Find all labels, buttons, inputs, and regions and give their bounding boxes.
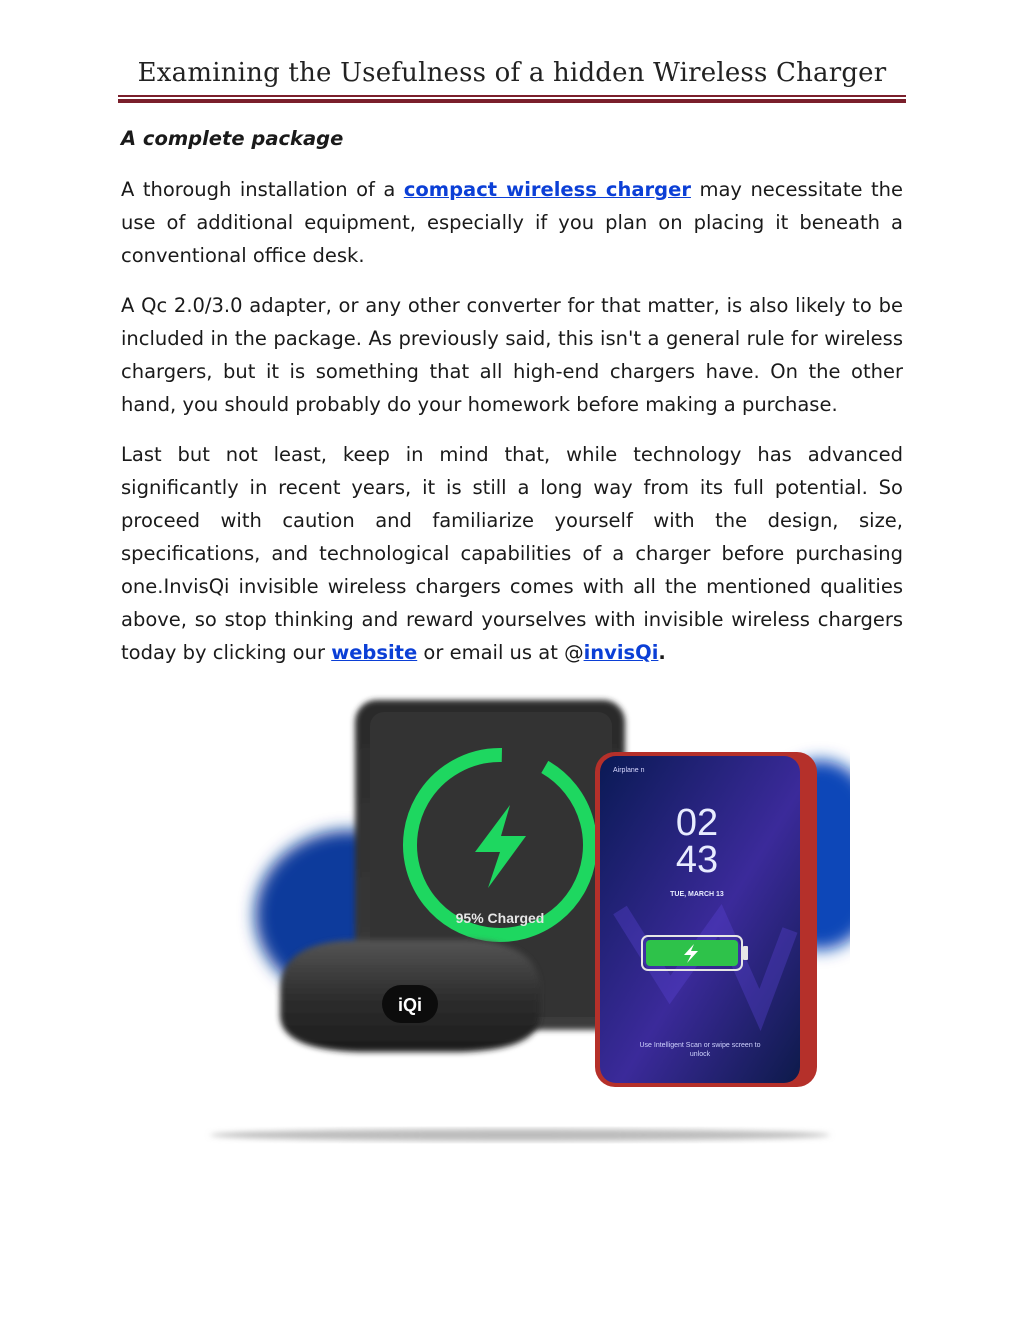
section-heading: A complete package: [121, 127, 344, 150]
product-image: [200, 690, 850, 1160]
floor-shadow: [210, 1129, 830, 1141]
charged-label: 95% Charged: [455, 910, 545, 926]
phone-status-text: Airplane n: [613, 767, 645, 774]
p3-text-end: .: [658, 641, 666, 664]
page-title: Examining the Usefulness of a hidden Wireless Charger: [137, 58, 887, 88]
p1-text-before: A thorough installation of a: [121, 178, 404, 201]
paragraph-2: A Qc 2.0/3.0 adapter, or any other converter for that matter, is also likely to be included in the package. As previously said, this isn't a general rule for wireless chargers, but it is something that all high-end chargers have. On the other hand, you should probably do your homework before making a purchase.: [121, 294, 903, 416]
phone-unlock-hint-1: Use Intelligent Scan or swipe screen to: [639, 1042, 761, 1049]
paragraph-3: [121, 438, 903, 669]
phone-clock-hour: 02: [675, 802, 719, 844]
website-link[interactable]: website: [331, 641, 418, 664]
p1-text-after: may necessitate the use of additional equipment, especially if you plan on placing it beneath a conventional office desk.: [121, 178, 903, 267]
charger-illustration: [200, 690, 850, 1160]
header-rule-thin: [118, 95, 906, 97]
phone-unlock-hint-2: unlock: [689, 1051, 711, 1058]
header-rule-thick: [118, 99, 906, 103]
paragraph-1: [121, 173, 903, 272]
compact-wireless-charger-link[interactable]: compact wireless charger: [403, 178, 691, 201]
invisqi-email-link[interactable]: invisQi: [583, 641, 659, 664]
puck-logo: iQi: [397, 995, 423, 1015]
p3-text-mid: or email us at @: [417, 641, 584, 664]
phone-clock-minute: 43: [675, 839, 719, 881]
phone-date: TUE, MARCH 13: [670, 891, 724, 898]
p3-text-before: Last but not least, keep in mind that, while technology has advanced significantly in recent years, it is still a long way from its full potential. So proceed with caution and familiarize yourself with the design, size, specifications, and technological capabilities of a charger before purchasing one.InvisQi invisible wireless chargers comes with all the mentioned qualities above, so stop thinking and reward yourselves with invisible wireless chargers today by clicking our: [121, 443, 903, 664]
article-body: [121, 120, 903, 686]
